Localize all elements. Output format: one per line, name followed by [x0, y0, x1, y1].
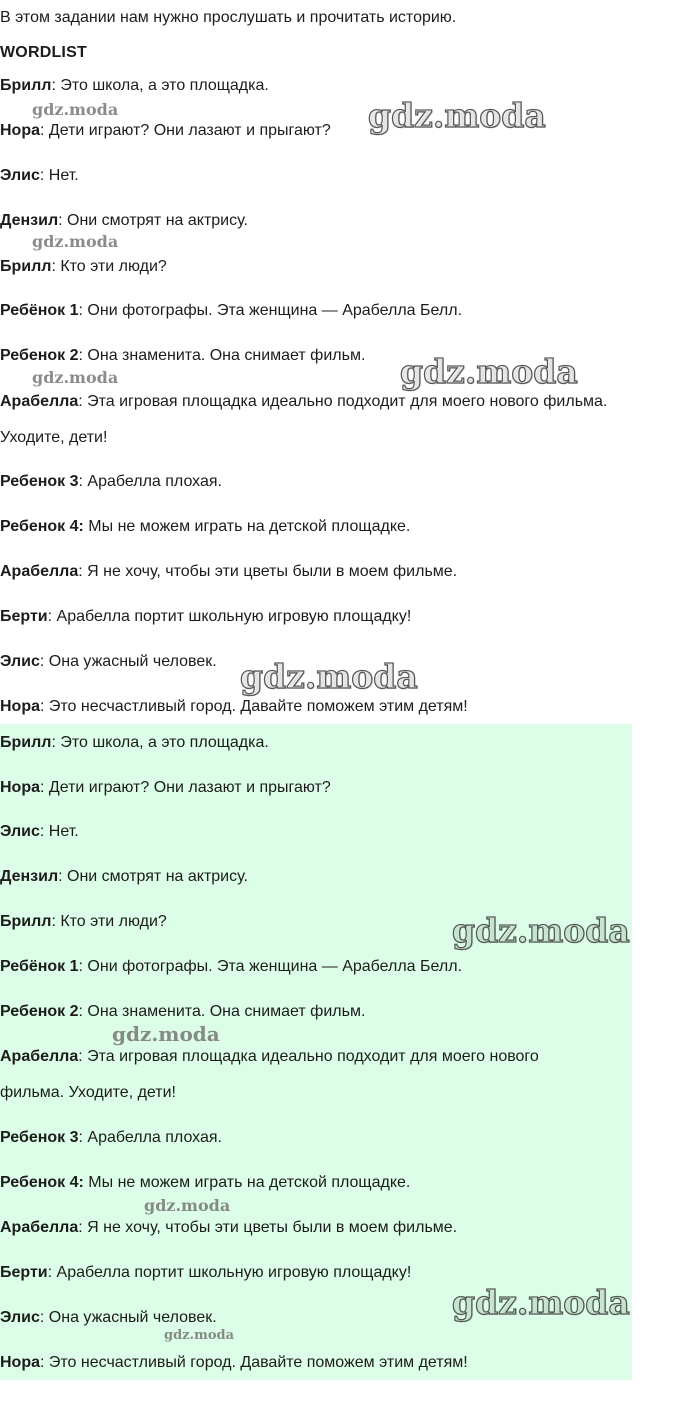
speaker-name: Арабелла [0, 1219, 79, 1236]
line-text: : Нет. [39, 823, 79, 840]
watermark: gdz.moda [368, 96, 546, 135]
line-text: : Она ужасный человек. [39, 1309, 217, 1326]
speaker-name: Ребенок 4: [0, 518, 84, 535]
dialogue-line [0, 607, 411, 627]
dialogue-line [0, 1002, 365, 1022]
speaker-name: Брилл [0, 734, 52, 751]
speaker-name: Нора [0, 1354, 40, 1371]
line-text: : Она знаменита. Она снимает фильм. [78, 347, 366, 364]
line-text: : Эта игровая площадка идеально подходит для моего нового [78, 1048, 539, 1065]
dialogue-line [0, 76, 269, 96]
dialogue-line [0, 121, 331, 141]
speaker-name: Берти [0, 1264, 48, 1281]
dialogue-line [0, 562, 457, 582]
line-text: : Кто эти люди? [51, 258, 167, 275]
dialogue-line [0, 301, 462, 321]
dialogue-line [0, 472, 222, 492]
line-text: : Они смотрят на актрису. [58, 212, 248, 229]
speaker-name: Нора [0, 779, 40, 796]
line-text: : Это несчастливый город. Давайте поможем этим детям! [40, 1354, 468, 1371]
line-text: : Я не хочу, чтобы эти цветы были в моем фильме. [78, 1219, 458, 1236]
speaker-name: Дензил [0, 212, 59, 229]
dialogue-line-continuation [0, 428, 107, 448]
line-text: : Кто эти люди? [51, 913, 167, 930]
line-text: : Нет. [39, 167, 79, 184]
watermark: gdz.moda [144, 1196, 231, 1215]
line-text: Мы не можем играть на детской площадке. [83, 1174, 411, 1191]
speaker-name: Элис [0, 823, 40, 840]
speaker-name: Брилл [0, 913, 52, 930]
dialogue-line-continuation [0, 1083, 176, 1103]
watermark: gdz.moda [240, 657, 418, 696]
line-text: : Она ужасный человек. [39, 653, 217, 670]
watermark: gdz.moda [400, 352, 578, 391]
speaker-name: Нора [0, 698, 40, 715]
line-text: : Арабелла плохая. [78, 1129, 222, 1146]
line-text: : Дети играют? Они лазают и прыгают? [40, 122, 331, 139]
speaker-name: Арабелла [0, 393, 79, 410]
line-text: : Арабелла портит школьную игровую площадку! [47, 1264, 412, 1281]
speaker-name: Дензил [0, 868, 59, 885]
line-text: Мы не можем играть на детской площадке. [83, 518, 411, 535]
line-text: : Это школа, а это площадка. [51, 77, 269, 94]
speaker-name: Элис [0, 1309, 40, 1326]
dialogue-line [0, 211, 248, 231]
wordlist-heading: WORDLIST [0, 44, 87, 61]
line-text: : Дети играют? Они лазают и прыгают? [40, 779, 331, 796]
dialogue-line [0, 1263, 411, 1283]
line-text: : Эта игровая площадка идеально подходит для моего нового фильма. [78, 393, 608, 410]
speaker-name: Ребенок 3 [0, 473, 79, 490]
dialogue-line [0, 346, 365, 366]
dialogue-line [0, 1047, 539, 1067]
speaker-name: Элис [0, 653, 40, 670]
dialogue-line [0, 822, 79, 842]
dialogue-line [0, 733, 269, 753]
dialogue-line [0, 867, 248, 887]
watermark: gdz.moda [32, 368, 119, 387]
speaker-name: Ребенок 3 [0, 1129, 79, 1146]
speaker-name: Ребенок 2 [0, 347, 79, 364]
line-text: фильма. Уходите, дети! [0, 1084, 176, 1101]
speaker-name: Ребёнок 1 [0, 958, 79, 975]
line-text: : Арабелла плохая. [78, 473, 222, 490]
dialogue-line [0, 912, 167, 932]
dialogue-line [0, 957, 462, 977]
watermark: gdz.moda [112, 1022, 220, 1046]
speaker-name: Ребенок 4: [0, 1174, 84, 1191]
speaker-name: Берти [0, 608, 48, 625]
line-text: : Они фотографы. Эта женщина — Арабелла Белл. [78, 958, 463, 975]
speaker-name: Ребенок 2 [0, 1003, 79, 1020]
dialogue-line [0, 166, 79, 186]
watermark: gdz.moda [32, 100, 119, 119]
watermark: gdz.moda [32, 232, 119, 251]
dialogue-line [0, 1173, 410, 1193]
dialogue-line [0, 257, 167, 277]
speaker-name: Ребёнок 1 [0, 302, 79, 319]
line-text: : Они фотографы. Эта женщина — Арабелла Белл. [78, 302, 463, 319]
line-text: : Это школа, а это площадка. [51, 734, 269, 751]
dialogue-line [0, 1353, 468, 1373]
dialogue-line [0, 517, 410, 537]
speaker-name: Элис [0, 167, 40, 184]
speaker-name: Арабелла [0, 563, 79, 580]
line-text: : Я не хочу, чтобы эти цветы были в моем фильме. [78, 563, 458, 580]
intro-text: В этом задании нам нужно прослушать и прочитать историю. [0, 9, 457, 26]
line-text: Уходите, дети! [0, 429, 108, 446]
line-text: : Арабелла портит школьную игровую площадку! [47, 608, 412, 625]
line-text: : Они смотрят на актрису. [58, 868, 248, 885]
dialogue-line [0, 652, 217, 672]
line-text: : Она знаменита. Она снимает фильм. [78, 1003, 366, 1020]
speaker-name: Брилл [0, 258, 52, 275]
dialogue-line [0, 697, 468, 717]
dialogue-line [0, 1218, 457, 1238]
dialogue-line [0, 1308, 217, 1328]
watermark: gdz.moda [164, 1328, 235, 1343]
speaker-name: Нора [0, 122, 40, 139]
dialogue-line [0, 1128, 222, 1148]
speaker-name: Арабелла [0, 1048, 79, 1065]
line-text: : Это несчастливый город. Давайте поможем этим детям! [40, 698, 468, 715]
speaker-name: Брилл [0, 77, 52, 94]
dialogue-line [0, 392, 607, 412]
dialogue-line [0, 778, 331, 798]
